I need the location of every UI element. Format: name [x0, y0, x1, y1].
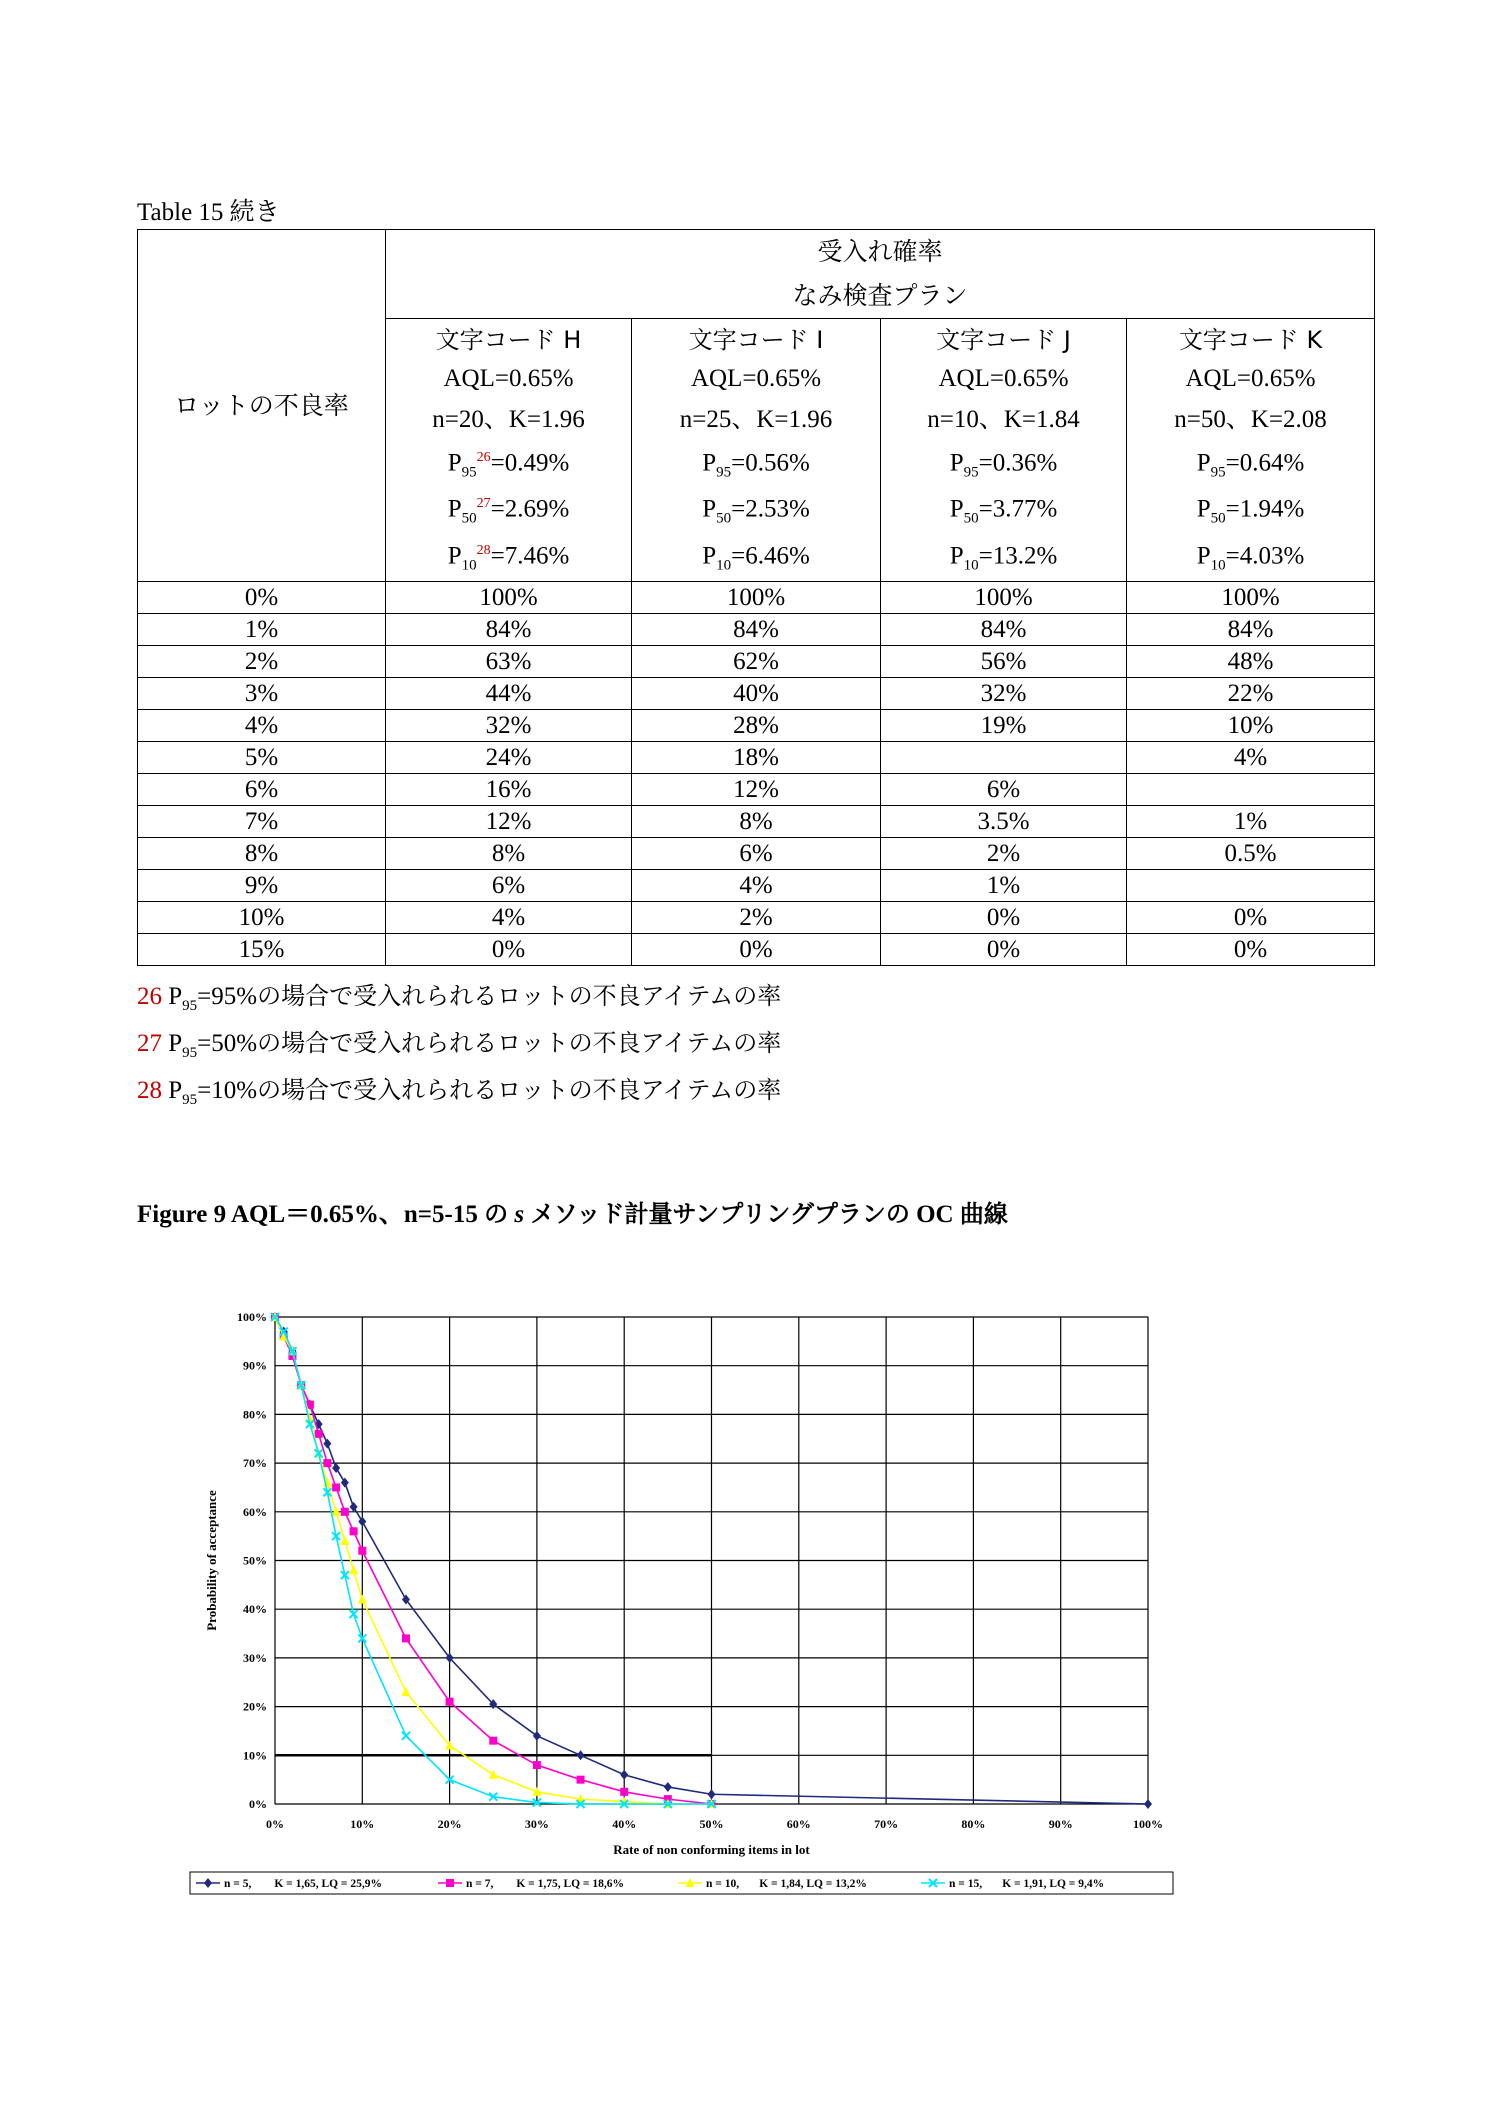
table-row	[138, 773, 1375, 805]
oc-curve-chart	[180, 1295, 1185, 1915]
acceptance-cell: 0%	[881, 933, 1127, 965]
acceptance-cell: 18%	[632, 741, 881, 773]
acceptance-cell: 0%	[386, 933, 632, 965]
footnotes	[137, 973, 781, 1114]
defect-rate-cell: 8%	[138, 837, 386, 869]
y-axis-label: Probability of acceptance	[204, 1490, 219, 1631]
acceptance-cell: 10%	[1127, 709, 1375, 741]
acceptance-cell: 84%	[386, 613, 632, 645]
x-axis-label: Rate of non conforming items in lot	[613, 1842, 810, 1857]
x-tick-label: 10%	[350, 1817, 375, 1831]
x-tick-label: 80%	[961, 1817, 986, 1831]
y-tick-label: 100%	[237, 1310, 267, 1324]
acceptance-cell: 0%	[632, 933, 881, 965]
x-tick-label: 60%	[786, 1817, 811, 1831]
data-point	[341, 1508, 349, 1516]
defect-rate-cell: 15%	[138, 933, 386, 965]
acceptance-cell: 40%	[632, 677, 881, 709]
acceptance-cell: 8%	[632, 805, 881, 837]
x-tick-label: 30%	[524, 1817, 549, 1831]
acceptance-cell: 0%	[1127, 901, 1375, 933]
data-point	[332, 1483, 340, 1491]
acceptance-cell: 8%	[386, 837, 632, 869]
defect-rate-cell: 1%	[138, 613, 386, 645]
acceptance-cell: 6%	[386, 869, 632, 901]
table-row	[138, 709, 1375, 741]
data-point	[577, 1776, 585, 1784]
table-row	[138, 933, 1375, 965]
acceptance-cell: 100%	[881, 581, 1127, 613]
data-point	[489, 1737, 497, 1745]
acceptance-cell: 12%	[632, 773, 881, 805]
defect-rate-cell: 5%	[138, 741, 386, 773]
acceptance-cell: 100%	[632, 581, 881, 613]
data-point	[350, 1527, 358, 1535]
acceptance-cell: 32%	[881, 677, 1127, 709]
defect-rate-cell: 7%	[138, 805, 386, 837]
x-tick-label: 0%	[266, 1817, 284, 1831]
x-tick-label: 70%	[874, 1817, 899, 1831]
table-row	[138, 869, 1375, 901]
acceptance-cell: 19%	[881, 709, 1127, 741]
table-row	[138, 901, 1375, 933]
acceptance-cell: 44%	[386, 677, 632, 709]
data-point	[402, 1634, 410, 1642]
acceptance-cell: 0%	[881, 901, 1127, 933]
plan-header-3: 文字コード K AQL=0.65% n=50、K=2.08 $P_{95}=0.64\%$ $P_{50}=1.94\%$ $P_{10}=4.03\%$	[1127, 319, 1375, 582]
acceptance-cell: 48%	[1127, 645, 1375, 677]
x-tick-label: 40%	[612, 1817, 637, 1831]
data-point	[315, 1430, 323, 1438]
y-tick-label: 80%	[243, 1407, 267, 1422]
acceptance-cell: 2%	[881, 837, 1127, 869]
acceptance-cell: 56%	[881, 645, 1127, 677]
acceptance-cell: 84%	[881, 613, 1127, 645]
acceptance-cell: 1%	[1127, 805, 1375, 837]
acceptance-cell: 4%	[1127, 741, 1375, 773]
table-row	[138, 677, 1375, 709]
table-row	[138, 613, 1375, 645]
table-row	[138, 837, 1375, 869]
y-tick-label: 20%	[243, 1699, 267, 1714]
acceptance-cell: 6%	[881, 773, 1127, 805]
header-defect-rate: ロットの不良率	[138, 230, 386, 582]
plan-header-0: 文字コード H AQL=0.65% n=20、K=1.96 $P_{95}^{26}=0.49\%$ $P_{50}^{27}=2.69\%$ $P_{10}^{28}=7.46\%$	[386, 319, 632, 582]
y-tick-label: 30%	[243, 1650, 267, 1665]
defect-rate-cell: 2%	[138, 645, 386, 677]
footnote-26: 26 $P_{95}=95\%$の場合で受入れられるロットの不良アイテムの率	[137, 982, 782, 1014]
defect-rate-cell: 4%	[138, 709, 386, 741]
legend-label: n = 5, K = 1,65, LQ = 25,9%	[224, 1878, 382, 1890]
plan-header-1: 文字コード I AQL=0.65% n=25、K=1.96 $P_{95}=0.56\%$ $P_{50}=2.53\%$ $P_{10}=6.46\%$	[632, 319, 881, 582]
acceptance-cell: 0%	[1127, 933, 1375, 965]
acceptance-cell	[1127, 869, 1375, 901]
acceptance-cell: 3.5%	[881, 805, 1127, 837]
legend-label: n = 15, K = 1,91, LQ = 9,4%	[949, 1878, 1105, 1890]
table-caption: Table 15 続き	[137, 199, 280, 226]
y-tick-label: 0%	[249, 1797, 267, 1811]
acceptance-cell: 22%	[1127, 677, 1375, 709]
acceptance-cell	[1127, 773, 1375, 805]
acceptance-cell: 4%	[632, 869, 881, 901]
footnote-27: 27 $P_{95}=50\%$の場合で受入れられるロットの不良アイテムの率	[137, 1029, 782, 1061]
figure-title: Figure 9 AQL＝0.65%、n=5-15 の s メソッド計量サンプリングプランの OC 曲線	[137, 1200, 1008, 1228]
acceptance-cell: 100%	[1127, 581, 1375, 613]
table-row	[138, 645, 1375, 677]
y-tick-label: 60%	[243, 1504, 267, 1519]
acceptance-cell: 28%	[632, 709, 881, 741]
y-tick-label: 40%	[243, 1602, 267, 1617]
data-point	[533, 1761, 541, 1769]
acceptance-cell: 84%	[1127, 613, 1375, 645]
data-point	[323, 1459, 331, 1467]
data-point	[446, 1698, 454, 1706]
plan-header-2: 文字コード J AQL=0.65% n=10、K=1.84 $P_{95}=0.36\%$ $P_{50}=3.77\%$ $P_{10}=13.2\%$	[881, 319, 1127, 582]
acceptance-cell: 1%	[881, 869, 1127, 901]
table-row	[138, 805, 1375, 837]
x-tick-label: 20%	[437, 1817, 462, 1831]
defect-rate-cell: 6%	[138, 773, 386, 805]
acceptance-cell: 2%	[632, 901, 881, 933]
defect-rate-cell: 0%	[138, 581, 386, 613]
defect-rate-cell: 10%	[138, 901, 386, 933]
acceptance-cell: 6%	[632, 837, 881, 869]
data-point	[620, 1788, 628, 1796]
acceptance-cell: 0.5%	[1127, 837, 1375, 869]
legend-label: n = 7, K = 1,75, LQ = 18,6%	[466, 1878, 624, 1890]
header-acceptance-probability: 受入れ確率 なみ検査プラン	[386, 230, 1375, 319]
oc-table	[137, 229, 1375, 966]
acceptance-cell: 32%	[386, 709, 632, 741]
acceptance-cell	[881, 741, 1127, 773]
defect-rate-cell: 9%	[138, 869, 386, 901]
acceptance-cell: 84%	[632, 613, 881, 645]
y-tick-label: 90%	[243, 1358, 267, 1373]
table-row	[138, 581, 1375, 613]
table-row	[138, 741, 1375, 773]
footnote-28: 28 $P_{95}=10\%$の場合で受入れられるロットの不良アイテムの率	[137, 1076, 782, 1108]
legend-marker	[446, 1879, 454, 1887]
data-point	[358, 1547, 366, 1555]
y-tick-label: 50%	[243, 1553, 267, 1568]
acceptance-cell: 63%	[386, 645, 632, 677]
acceptance-cell: 12%	[386, 805, 632, 837]
x-tick-label: 100%	[1133, 1817, 1163, 1831]
y-tick-label: 70%	[243, 1456, 267, 1471]
legend-label: n = 10, K = 1,84, LQ = 13,2%	[706, 1878, 867, 1890]
acceptance-cell: 16%	[386, 773, 632, 805]
x-tick-label: 90%	[1048, 1817, 1073, 1831]
acceptance-cell: 24%	[386, 741, 632, 773]
acceptance-cell: 62%	[632, 645, 881, 677]
y-tick-label: 10%	[243, 1748, 267, 1763]
x-tick-label: 50%	[699, 1817, 724, 1831]
acceptance-cell: 4%	[386, 901, 632, 933]
defect-rate-cell: 3%	[138, 677, 386, 709]
acceptance-cell: 100%	[386, 581, 632, 613]
